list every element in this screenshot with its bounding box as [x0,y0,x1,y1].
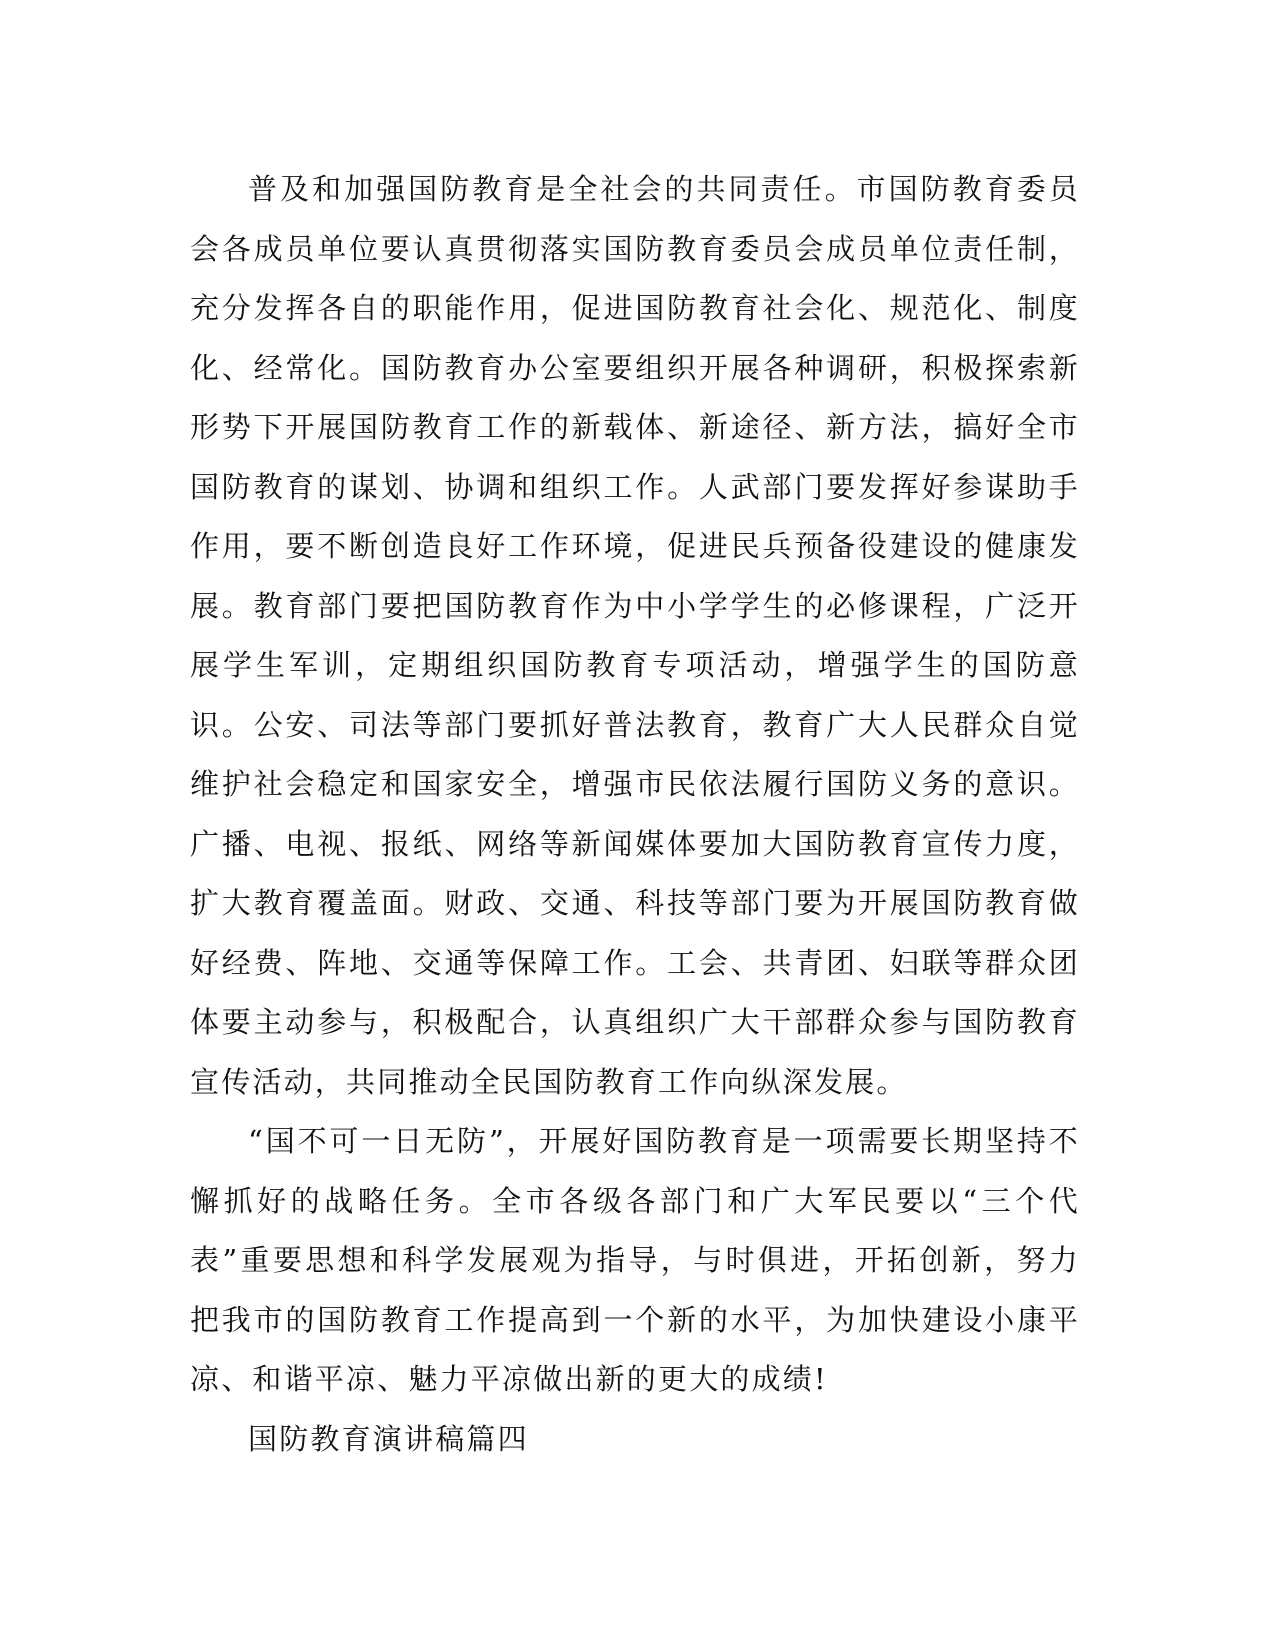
document-body [190,160,1080,1469]
paragraph-responsibility: 普及和加强国防教育是全社会的共同责任。市国防教育委员会各成员单位要认真贯彻落实国防教育委员会成员单位责任制，充分发挥各自的职能作用，促进国防教育社会化、规范化、制度化、经常化。国防教育办公室要组织开展各种调研，积极探索新形势下开展国防教育工作的新载体、新途径、新方法，搞好全市国防教育的谋划、协调和组织工作。人武部门要发挥好参谋助手作用，要不断创造良好工作环境，促进民兵预备役建设的健康发展。教育部门要把国防教育作为中小学学生的必修课程，广泛开展学生军训，定期组织国防教育专项活动，增强学生的国防意识。公安、司法等部门要抓好普法教育，教育广大人民群众自觉维护社会稳定和国家安全，增强市民依法履行国防义务的意识。广播、电视、报纸、网络等新闻媒体要加大国防教育宣传力度，扩大教育覆盖面。财政、交通、科技等部门要为开展国防教育做好经费、阵地、交通等保障工作。工会、共青团、妇联等群众团体要主动参与，积极配合，认真组织广大干部群众参与国防教育宣传活动，共同推动全民国防教育工作向纵深发展。 [190,172,1080,1099]
section-heading: 国防教育演讲稿篇四 [248,1421,529,1456]
paragraph-conclusion: “国不可一日无防”，开展好国防教育是一项需要长期坚持不懈抓好的战略任务。全市各级各部门和广大军民要以“三个代表”重要思想和科学发展观为指导，与时俱进，开拓创新，努力把我市的国防教育工作提高到一个新的水平，为加快建设小康平凉、和谐平凉、魅力平凉做出新的更大的成绩! [190,1124,1080,1396]
